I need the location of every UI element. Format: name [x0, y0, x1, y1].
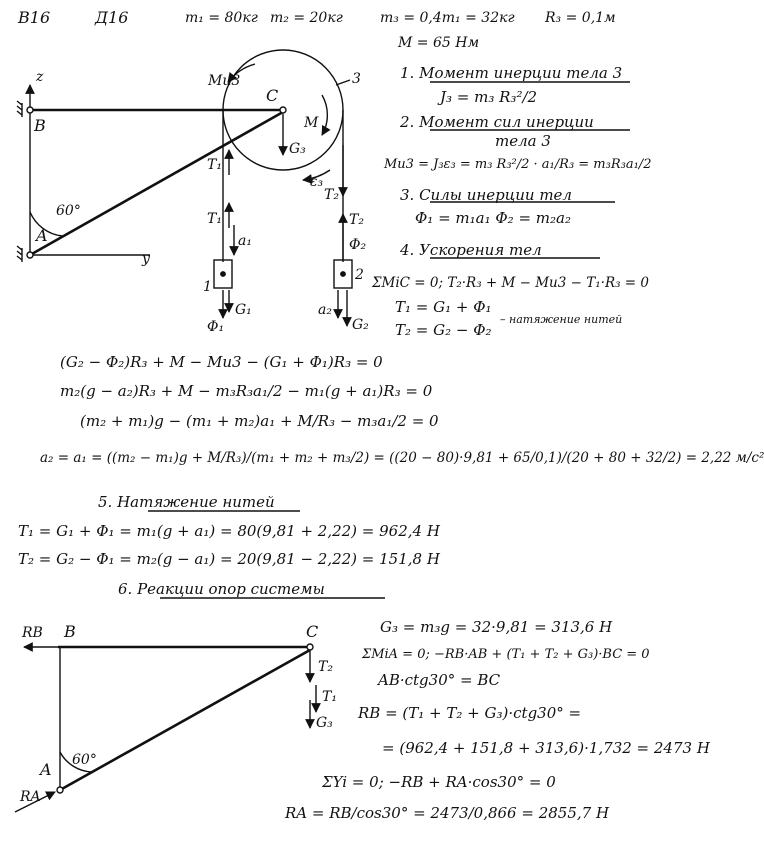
fig2-joint-c — [307, 644, 313, 650]
fig1-label-phi2: Φ₂ — [349, 237, 367, 253]
fig1-label-eps3: ε₃ — [310, 174, 324, 190]
section6-g3: G₃ = m₃g = 32·9,81 = 313,6 Н — [380, 618, 613, 636]
arrow-m — [322, 95, 327, 135]
derivation-line-3: (m₂ + m₁)g − (m₁ + m₂)a₁ + M/R₃ − m₃a₁/2 = 0 — [80, 412, 439, 430]
note-s1-title: 1. Момент инерции тела 3 — [400, 64, 623, 82]
mass-m2: m₂ = 20кг — [270, 10, 343, 26]
note-s3-title: 3. Силы инерции тел — [400, 186, 572, 204]
section6-moment: ΣMiA = 0; −RB·AB + (T₁ + T₂ + G₃)·BC = 0 — [362, 647, 650, 662]
fig2-label-g3: G₃ — [316, 715, 333, 731]
section6-ra: RA = RB/cos30° = 2473/0,866 = 2855,7 Н — [285, 804, 610, 822]
note-s3-eq: Φ₁ = m₁a₁ Φ₂ = m₂a₂ — [415, 209, 571, 227]
joint-b — [27, 107, 33, 113]
fig2-joint-a — [57, 787, 63, 793]
note-s2-title-b: тела 3 — [495, 132, 551, 150]
fig2-label-t2: T₂ — [318, 659, 333, 675]
fig1-label-body1: 1 — [203, 279, 212, 295]
moment-m: M = 65 Нм — [398, 35, 480, 51]
fig1-label-z: z — [36, 69, 44, 85]
fig1-label-t2-b: T₂ — [349, 212, 364, 228]
fig2-label-angle: 60° — [72, 752, 97, 768]
fig1-label-body2: 2 — [355, 267, 364, 283]
fig1-label-g3: G₃ — [289, 141, 306, 157]
fig1-label-g2: G₂ — [352, 317, 369, 333]
body-2-center — [341, 272, 345, 276]
note-s2-title-a: 2. Момент сил инерции — [400, 113, 594, 131]
fig1-label-m: M — [304, 115, 319, 131]
fig1-label-c: C — [266, 86, 279, 105]
fig1-label-phi1: Φ₁ — [207, 319, 225, 335]
fig1-label-mi3: Mи3 — [208, 73, 241, 89]
derivation-line-4: a₂ = a₁ = ((m₂ − m₁)g + M/R₃)/(m₁ + m₂ + m₃/2) = ((20 − 80)·9,81 + 65/0,1)/(20 + 80 + 32/2) = 2,22 м/с² — [40, 450, 764, 466]
fig2-label-rb: RB — [22, 625, 43, 641]
note-s4-eq: ΣMiC = 0; T₂·R₃ + M − Mи3 − T₁·R₃ = 0 — [372, 275, 650, 291]
fig2-label-b: B — [64, 622, 76, 641]
fig2-label-c: C — [306, 622, 319, 641]
variant-label: В16 — [18, 8, 51, 27]
section6-ab: AB·ctg30° = BC — [378, 671, 501, 689]
section6-rb-2: = (962,4 + 151,8 + 313,6)·1,732 = 2473 Н — [382, 739, 710, 757]
note-s4-t1: T₁ = G₁ + Φ₁ — [395, 298, 492, 316]
fig2-label-t1: T₁ — [322, 689, 337, 705]
support-a — [17, 246, 22, 262]
fig2-rod-ac — [60, 650, 310, 790]
fig1-label-a2: a₂ — [318, 302, 332, 318]
fig1-label-t1-b: T₁ — [207, 211, 222, 227]
note-s1-eq: J₃ = m₃ R₃²/2 — [440, 88, 538, 106]
fig1-label-g1: G₁ — [235, 302, 252, 318]
section5-title: 5. Натяжение нитей — [98, 493, 275, 511]
body-1-center — [221, 272, 225, 276]
fig1-label-a: A — [36, 226, 48, 245]
fig1-label-body3: 3 — [352, 71, 361, 87]
note-s4-title: 4. Ускорения тел — [400, 241, 542, 259]
section5-t2: T₂ = G₂ − Φ₁ = m₂(g − a₁) = 20(9,81 − 2,22) = 151,8 Н — [18, 550, 440, 568]
task-label: Д16 — [95, 8, 129, 27]
fig2-label-ra: RA — [20, 789, 41, 805]
fig1-label-t2-a: T₂ — [324, 187, 339, 203]
label-3-pointer — [336, 80, 350, 85]
note-tension: – натяжение нитей — [500, 313, 623, 326]
derivation-line-2: m₂(g − a₂)R₃ + M − m₃R₃a₁/2 − m₁(g + a₁)R₃ = 0 — [60, 382, 433, 400]
section6-title: 6. Реакции опор системы — [118, 580, 325, 598]
fig1-label-y: y — [142, 251, 150, 267]
fig1-label-angle: 60° — [56, 203, 81, 219]
section5-t1: T₁ = G₁ + Φ₁ = m₁(g + a₁) = 80(9,81 + 2,22) = 962,4 Н — [18, 522, 440, 540]
note-s4-t2: T₂ = G₂ − Φ₂ — [395, 321, 492, 339]
fig1-label-b: B — [34, 116, 46, 135]
fig1-label-t1-a: T₁ — [207, 157, 222, 173]
section6-rb-1: RB = (T₁ + T₂ + G₃)·ctg30° = — [358, 704, 582, 722]
fig2-label-a: A — [40, 760, 52, 779]
fig1-label-a1: a₁ — [238, 233, 252, 249]
section6-sumy: ΣYi = 0; −RB + RA·cos30° = 0 — [322, 773, 556, 791]
radius-r3: R₃ = 0,1м — [545, 10, 616, 26]
joint-a — [27, 252, 33, 258]
note-s2-eq: Mи3 = J₃ε₃ = m₃ R₃²/2 · a₁/R₃ = m₃R₃a₁/2 — [384, 157, 652, 172]
mass-m3: m₃ = 0,4m₁ = 32кг — [380, 10, 515, 26]
mass-m1: m₁ = 80кг — [185, 10, 258, 26]
support-b — [17, 101, 22, 117]
joint-c — [280, 107, 286, 113]
derivation-line-1: (G₂ − Φ₂)R₃ + M − Mи3 − (G₁ + Φ₁)R₃ = 0 — [60, 353, 383, 371]
